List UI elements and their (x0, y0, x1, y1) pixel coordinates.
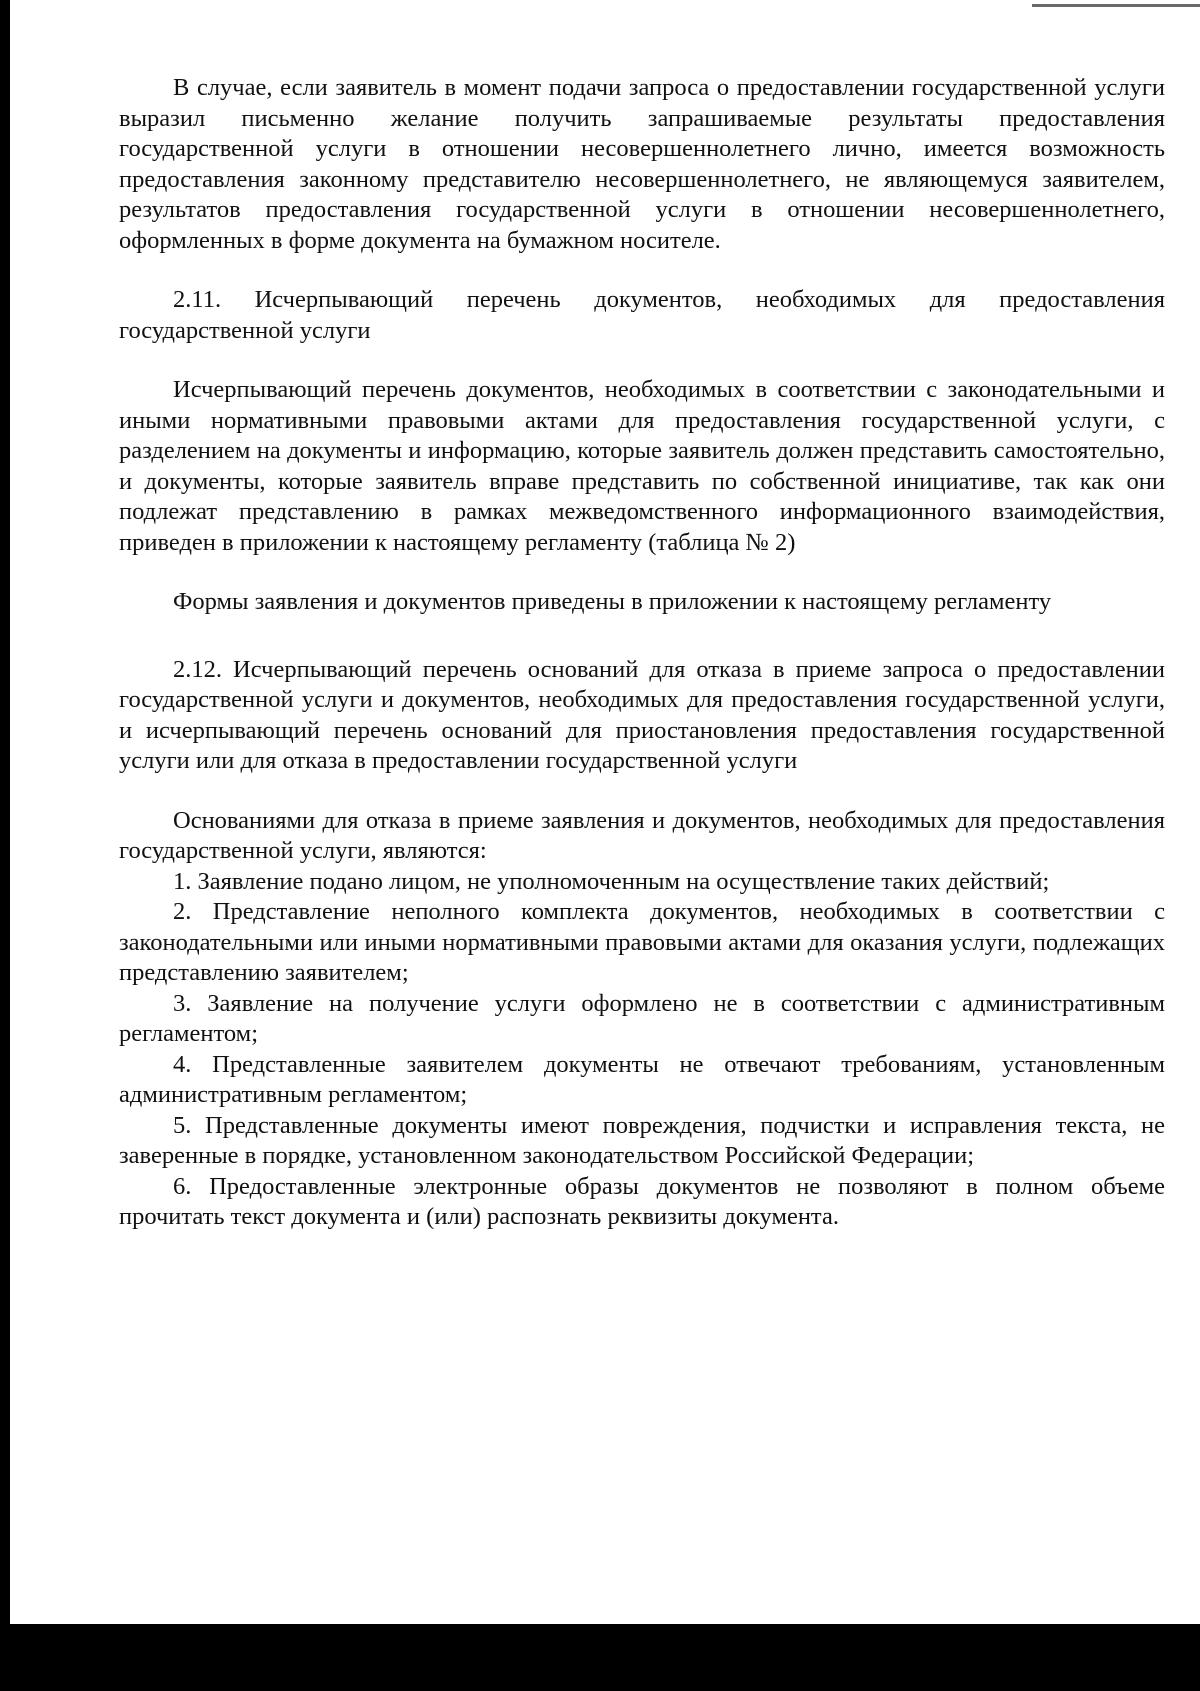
section-heading-2-12: 2.12. Исчерпывающий перечень оснований для отказа в приеме запроса о предоставлении государственной услуги и документов, необходимых для предоставления государственной услуги, и исчерпывающий перечень оснований для приостановления предоставления государственной услуги или для отказа в предоставлении государственной услуги (119, 655, 1165, 774)
scan-top-rule (1032, 4, 1200, 7)
refusal-ground-item: 6. Предоставленные электронные образы документов не позволяют в полном объеме прочитать текст документа и (или) распознать реквизиты документа. (119, 1172, 1165, 1230)
scan-left-edge (0, 0, 10, 1691)
paragraph-refusal-grounds-intro: Основаниями для отказа в приеме заявления и документов, необходимых для предоставления государственной услуги, являются: (119, 806, 1165, 864)
refusal-ground-item: 1. Заявление подано лицом, не уполномоченным на осуществление таких действий; (173, 867, 1050, 895)
paragraph-minor-result: В случае, если заявитель в момент подачи запроса о предоставлении государственной услуги выразил письменно желание получить запрашиваемые результаты предоставления государственной услуги в отношении несовершеннолетнего лично, имеется возможность предоставления законному представителю несовершеннолетнего, не являющемуся заявителем, результатов предоставления государственной услуги в отношении несовершеннолетнего, оформленных в форме документа на бумажном носителе. (119, 74, 1165, 254)
paragraph-documents-list: Исчерпывающий перечень документов, необходимых в соответствии с законодательными и иными нормативными правовыми актами для предоставления государственной услуги, с разделением на документы и информацию, которые заявитель должен представить самостоятельно, и документы, которые заявитель вправе представить по собственной инициативе, так как они подлежат представлению в рамках межведомственного информационного взаимодействия, приведен в приложении к настоящему регламенту (таблица № 2) (119, 376, 1165, 556)
document-page (119, 73, 1165, 1233)
refusal-ground-item: 3. Заявление на получение услуги оформлено не в соответствии с административным регламентом; (119, 989, 1165, 1047)
refusal-ground-item: 4. Представленные заявителем документы не отвечают требованиям, установленным административным регламентом; (119, 1050, 1165, 1108)
scan-bottom-band (0, 1624, 1200, 1691)
refusal-ground-item: 2. Представление неполного комплекта документов, необходимых в соответствии с законодательными или иными нормативными правовыми актами для оказания услуги, подлежащих представлению заявителем; (119, 898, 1165, 986)
refusal-ground-item: 5. Представленные документы имеют повреждения, подчистки и исправления текста, не заверенные в порядке, установленном законодательством Российской Федерации; (119, 1111, 1165, 1169)
paragraph-forms: Формы заявления и документов приведены в приложении к настоящему регламенту (173, 588, 1052, 615)
section-heading-2-11: 2.11. Исчерпывающий перечень документов, необходимых для предоставления государственной услуги (119, 286, 1165, 344)
